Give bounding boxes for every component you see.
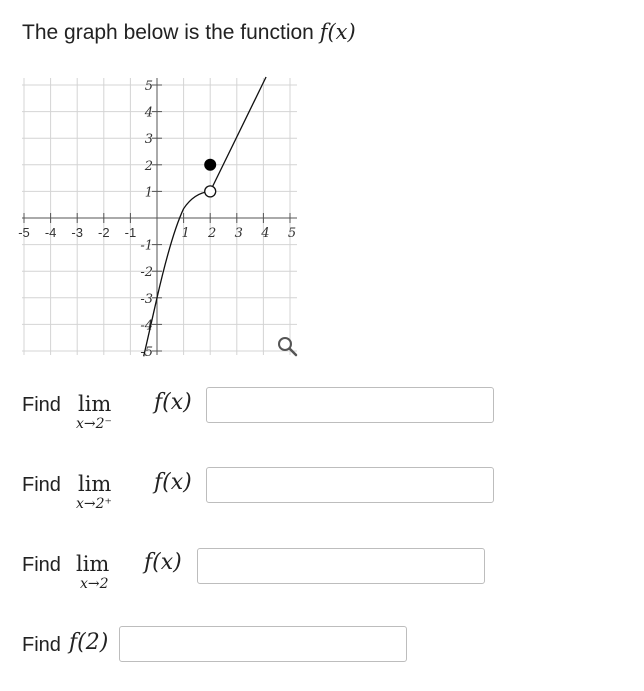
y-tick-label: 3 <box>144 132 153 148</box>
y-tick-label: -5 <box>140 345 153 360</box>
y-tick-label: 2 <box>144 158 153 174</box>
x-tick-label: 2 <box>208 226 217 241</box>
y-tick-label: 5 <box>144 79 153 94</box>
y-tick-label: -3 <box>140 291 153 307</box>
magnifier-icon[interactable] <box>274 333 300 359</box>
x-tick-label: -1 <box>124 225 137 240</box>
y-tick-label: 1 <box>144 185 153 201</box>
lim-subscript: x→2⁺ <box>76 496 112 512</box>
x-tick-label: -2 <box>98 225 110 240</box>
x-tick-label: -3 <box>71 225 83 240</box>
line-right-branch <box>210 77 266 191</box>
open-circle-point <box>205 186 216 197</box>
lim-subscript: x→2 <box>80 576 109 592</box>
function-label: f(x) <box>154 470 192 495</box>
filled-circle-point <box>204 159 216 171</box>
lim-subscript: x→2⁻ <box>76 416 112 432</box>
x-tick-label: 3 <box>234 226 243 241</box>
answer-left-limit-input[interactable] <box>206 387 494 423</box>
answer-function-value-input[interactable] <box>119 626 407 662</box>
function-label: f(2) <box>69 630 109 655</box>
x-tick-label: 1 <box>181 226 190 241</box>
y-tick-label: -1 <box>140 238 153 254</box>
prompt-function: f(x) <box>319 20 356 44</box>
prompt-text: The graph below is the function <box>22 21 320 44</box>
find-label: Find <box>22 474 61 496</box>
x-tick-label: 5 <box>287 226 297 241</box>
lim-label: lim <box>78 392 112 416</box>
answer-right-limit-input[interactable] <box>206 467 494 503</box>
curve-left-branch <box>144 191 211 356</box>
y-tick-label: -4 <box>140 318 153 334</box>
x-tick-label: 4 <box>261 226 270 241</box>
find-label: Find <box>22 394 61 416</box>
x-tick-label: -5 <box>18 225 30 240</box>
function-label: f(x) <box>154 390 192 415</box>
find-label: Find <box>22 634 61 656</box>
y-tick-label: 4 <box>144 105 153 121</box>
lim-label: lim <box>78 472 112 496</box>
x-tick-label: -4 <box>44 225 57 240</box>
find-label: Find <box>22 554 61 576</box>
lim-label: lim <box>76 552 110 576</box>
answer-two-sided-limit-input[interactable] <box>197 548 485 584</box>
function-label: f(x) <box>144 550 182 575</box>
y-tick-label: -2 <box>140 265 153 281</box>
